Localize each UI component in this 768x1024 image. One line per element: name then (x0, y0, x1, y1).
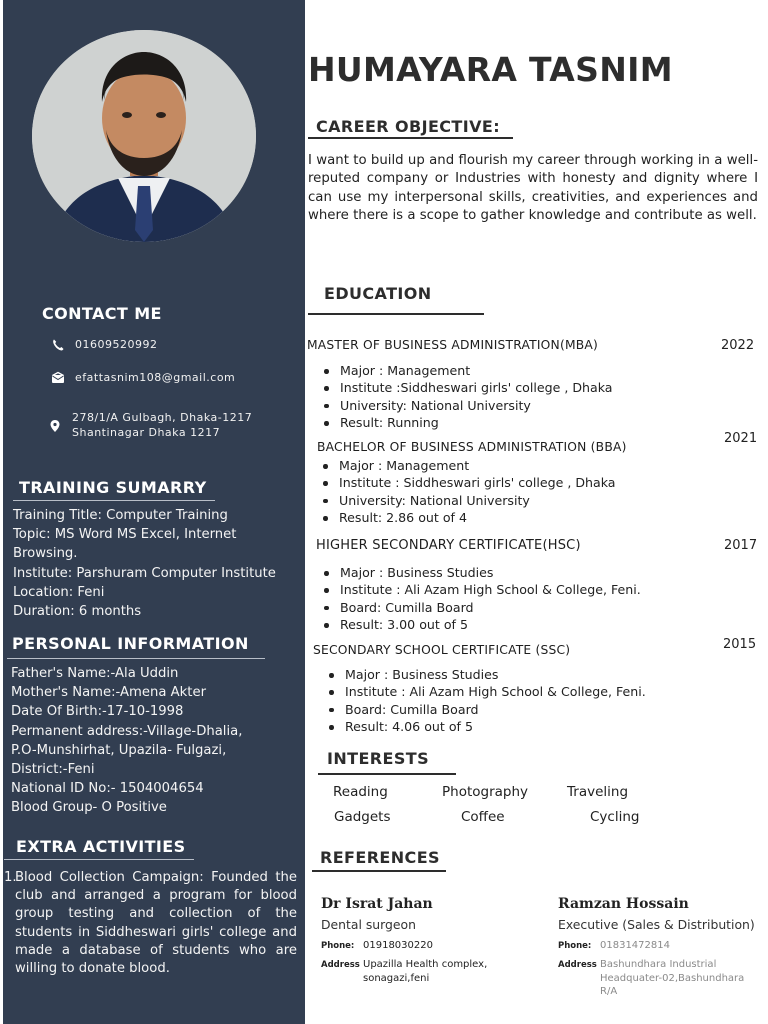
degree-title: MASTER OF BUSINESS ADMINISTRATION(MBA) (307, 338, 599, 352)
degree-detail-item: Institute :Siddheswari girls' college , Dhaka (322, 379, 613, 396)
reference-address-line: Bashundhara Industrial (600, 959, 717, 970)
candidate-name: HUMAYARA TASNIM (308, 50, 673, 89)
personal-line: Date Of Birth:-17-10-1998 (11, 704, 184, 720)
address-line-1: 278/1/A Gulbagh, Dhaka-1217 (72, 411, 253, 424)
training-heading-rule (13, 500, 215, 501)
degree-year: 2015 (723, 637, 757, 652)
references-heading: REFERENCES (320, 848, 440, 867)
personal-line: Blood Group- O Positive (11, 800, 167, 816)
training-heading: TRAINING SUMARRY (19, 478, 207, 497)
phone-icon (51, 338, 65, 352)
contact-heading: CONTACT ME (42, 304, 162, 323)
interest-item: Photography (442, 784, 529, 800)
reference-name: Dr Israt Jahan (321, 896, 433, 912)
degree-details (327, 666, 646, 736)
objective-heading: CAREER OBJECTIVE: (316, 117, 500, 136)
degree-details (322, 564, 641, 634)
contact-phone (51, 337, 157, 352)
interest-item: Traveling (567, 784, 629, 800)
phone-number: 01609520992 (75, 338, 158, 351)
extra-activity-item (4, 869, 297, 978)
degree-year: 2017 (724, 538, 758, 553)
training-lines (13, 506, 276, 621)
degree-detail-item: Board: Cumilla Board (327, 701, 646, 718)
degree-detail-item: Board: Cumilla Board (322, 599, 641, 616)
contact-address (48, 410, 252, 440)
profile-photo-illustration (32, 30, 256, 242)
degree-detail-item: Result: 4.06 out of 5 (327, 718, 646, 735)
reference-address (600, 958, 744, 999)
reference-address (363, 958, 487, 985)
address-line-2: Shantinagar Dhaka 1217 (72, 426, 221, 439)
reference-address-label: Address (558, 960, 597, 970)
objective-heading-rule (308, 137, 513, 139)
degree-detail-item: Institute : Ali Azam High School & College, Feni. (327, 683, 646, 700)
reference-role: Dental surgeon (321, 917, 416, 932)
objective-text: I want to build up and flourish my career through working in a well-reputed company or Industries with honesty and dignity where I can use my interpersonal skills, creativities, and experiences and where there is a scope to gather knowledge and contribute as well. (308, 153, 758, 223)
interest-item: Reading (333, 784, 388, 800)
personal-line: Father's Name:-Ala Uddin (11, 666, 179, 681)
reference-phone-label: Phone: (558, 941, 592, 951)
reference-name: Ramzan Hossain (558, 896, 689, 912)
degree-detail-item: Major : Business Studies (327, 666, 646, 683)
reference-address-line: Upazilla Health complex, (363, 959, 488, 970)
degree-detail-item: University: National University (322, 397, 613, 414)
degree-detail-item: Result: Running (322, 414, 613, 431)
personal-heading: PERSONAL INFORMATION (12, 634, 249, 653)
training-line: Institute: Parshuram Computer Institute (13, 565, 276, 581)
education-heading-rule (308, 313, 484, 315)
profile-photo (32, 30, 256, 242)
reference-phone: 01831472814 (600, 940, 670, 951)
degree-detail-item: Institute : Siddheswari girls' college , Dhaka (321, 474, 616, 491)
education-heading: EDUCATION (324, 284, 432, 303)
interests-heading-rule (318, 773, 456, 775)
interest-item: Gadgets (334, 809, 391, 825)
contact-email (51, 370, 235, 385)
reference-address-line: sonagazi,feni (363, 972, 430, 984)
personal-line: P.O-Munshirhat, Upazila- Fulgazi, (11, 742, 227, 758)
degree-title: SECONDARY SCHOOL CERTIFICATE (SSC) (313, 643, 571, 657)
degree-detail-item: Result: 2.86 out of 4 (321, 509, 616, 526)
interest-item: Coffee (461, 809, 505, 825)
references-heading-rule (312, 870, 446, 872)
training-line: Training Title: Computer Training (13, 508, 228, 523)
personal-line: National ID No:- 1504004654 (11, 781, 204, 797)
degree-detail-item: Major : Management (322, 362, 613, 379)
interests-heading: INTERESTS (327, 749, 429, 768)
extra-activity-number: 1. (4, 870, 17, 885)
extra-activity-text: Blood Collection Campaign: Founded the club and arranged a program for blood group testing and collection of the students in Siddheswari girls' college and made a database of students who are willing to donate blood. (15, 870, 297, 977)
degree-title: BACHELOR OF BUSINESS ADMINISTRATION (BBA) (317, 440, 627, 454)
personal-line: Mother's Name:-Amena Akter (11, 685, 206, 701)
degree-detail-item: Major : Business Studies (322, 564, 641, 581)
reference-phone: 01918030220 (363, 940, 433, 951)
location-pin-icon (48, 419, 62, 433)
degree-detail-item: Institute : Ali Azam High School & College, Feni. (322, 581, 641, 598)
personal-line: Permanent address:-Village-Dhalia, (11, 723, 243, 739)
reference-address-line: R/A (600, 986, 618, 997)
reference-address-line: Headquater-02,Bashundhara (600, 972, 745, 984)
degree-detail-item: Major : Management (321, 457, 616, 474)
training-line: Browsing. (13, 546, 78, 562)
extra-heading: EXTRA ACTIVITIES (16, 837, 186, 856)
personal-line: District:-Feni (11, 762, 95, 778)
degree-details (322, 362, 613, 432)
personal-heading-rule (7, 658, 265, 659)
training-line: Duration: 6 months (13, 604, 142, 620)
email-address: efattasnim108@gmail.com (75, 371, 236, 384)
degree-title: HIGHER SECONDARY CERTIFICATE(HSC) (316, 538, 581, 553)
degree-detail-item: University: National University (321, 492, 616, 509)
reference-role: Executive (Sales & Distribution) (558, 917, 755, 932)
degree-year: 2021 (724, 431, 758, 446)
degree-year: 2022 (721, 338, 755, 353)
sidebar (3, 0, 305, 1024)
degree-details (321, 457, 616, 527)
mail-icon (51, 371, 65, 385)
training-line: Location: Feni (13, 584, 105, 600)
degree-detail-item: Result: 3.00 out of 5 (322, 616, 641, 633)
personal-lines (11, 664, 242, 818)
reference-phone-label: Phone: (321, 941, 355, 951)
extra-heading-rule (4, 859, 194, 860)
interest-item: Cycling (590, 809, 640, 825)
reference-address-label: Address (321, 960, 360, 970)
training-line: Topic: MS Word MS Excel, Internet (13, 527, 237, 543)
